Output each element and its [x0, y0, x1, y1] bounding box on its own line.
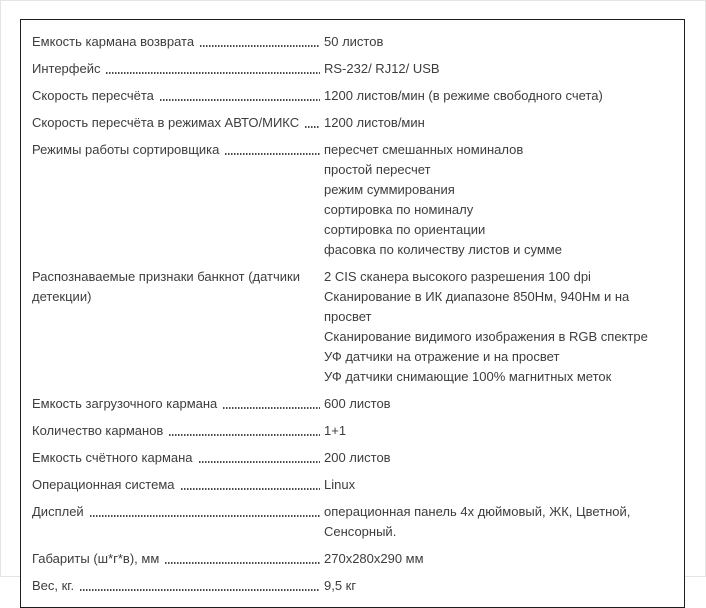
- spec-label-cell: [32, 59, 324, 79]
- spec-value: операционная панель 4х дюймовый, ЖК, Цветной, Сенсорный.: [324, 504, 631, 539]
- spec-label: Вес, кг.: [32, 578, 75, 593]
- spec-values: [324, 113, 673, 133]
- spec-label-cell: [32, 475, 324, 495]
- spec-row: [32, 140, 673, 260]
- spec-label: Скорость пересчёта в режимах АВТО/МИКС: [32, 115, 300, 130]
- spec-row: [32, 448, 673, 468]
- spec-value: 600 листов: [324, 396, 391, 411]
- spec-value: 50 листов: [324, 34, 384, 49]
- dotted-leader: [199, 461, 320, 463]
- spec-row: [32, 576, 673, 596]
- spec-label: Интерфейс: [32, 61, 101, 76]
- spec-row: [32, 32, 673, 52]
- dotted-leader: [165, 562, 320, 564]
- spec-label-cell: [32, 421, 324, 441]
- spec-value: 9,5 кг: [324, 578, 357, 593]
- spec-label-cell: [32, 86, 324, 106]
- spec-value: сортировка по номиналу: [324, 202, 474, 217]
- spec-label-cell: [32, 576, 324, 596]
- spec-label: Распознаваемые признаки банкнот (датчики детекции): [32, 269, 300, 304]
- spec-value: УФ датчики снимающие 100% магнитных меток: [324, 369, 612, 384]
- spec-label: Количество карманов: [32, 423, 164, 438]
- spec-row: [32, 59, 673, 79]
- spec-values: [324, 32, 673, 52]
- spec-value: фасовка по количеству листов и сумме: [324, 242, 562, 257]
- spec-value: Сканирование в ИК диапазоне 850Нм, 940Нм и на просвет: [324, 289, 630, 324]
- spec-value: 200 листов: [324, 450, 391, 465]
- spec-values: [324, 421, 673, 441]
- spec-row: [32, 421, 673, 441]
- spec-row: [32, 267, 673, 387]
- dotted-leader: [106, 72, 320, 74]
- spec-row: [32, 113, 673, 133]
- spec-values: [324, 86, 673, 106]
- spec-row: [32, 86, 673, 106]
- spec-label: Операционная система: [32, 477, 175, 492]
- spec-value: RS-232/ RJ12/ USB: [324, 61, 440, 76]
- spec-label-cell: [32, 394, 324, 414]
- dotted-leader: [160, 99, 320, 101]
- spec-label-cell: [32, 267, 324, 307]
- dotted-leader: [90, 515, 320, 517]
- spec-label-cell: [32, 113, 324, 133]
- dotted-leader: [169, 434, 320, 436]
- spec-values: [324, 475, 673, 495]
- spec-values: [324, 576, 673, 596]
- spec-label-cell: [32, 549, 324, 569]
- spec-label: Режимы работы сортировщика: [32, 142, 220, 157]
- spec-label: Емкость загрузочного кармана: [32, 396, 218, 411]
- spec-values: [324, 59, 673, 79]
- spec-value: 2 CIS сканера высокого разрешения 100 dpi: [324, 269, 591, 284]
- spec-values: [324, 549, 673, 569]
- spec-label-cell: [32, 502, 324, 522]
- dotted-leader: [305, 126, 320, 128]
- spec-label: Скорость пересчёта: [32, 88, 154, 103]
- spec-values: [324, 267, 673, 387]
- spec-values: [324, 140, 673, 260]
- spec-value: простой пересчет: [324, 162, 431, 177]
- dotted-leader: [80, 589, 320, 591]
- spec-values: [324, 394, 673, 414]
- spec-row: [32, 394, 673, 414]
- spec-value: УФ датчики на отражение и на просвет: [324, 349, 560, 364]
- spec-value: Сканирование видимого изображения в RGB спектре: [324, 329, 648, 344]
- dotted-leader: [200, 45, 320, 47]
- spec-value: 270x280x290 мм: [324, 551, 424, 566]
- dotted-leader: [181, 488, 321, 490]
- spec-table: [20, 19, 685, 608]
- spec-label-cell: [32, 448, 324, 468]
- spec-value: пересчет смешанных номиналов: [324, 142, 524, 157]
- spec-row: [32, 549, 673, 569]
- spec-values: [324, 448, 673, 468]
- spec-value: 1200 листов/мин: [324, 115, 425, 130]
- spec-value: Linux: [324, 477, 356, 492]
- spec-value: 1200 листов/мин (в режиме свободного счета): [324, 88, 603, 103]
- spec-value: сортировка по ориентации: [324, 222, 486, 237]
- spec-label-cell: [32, 32, 324, 52]
- spec-row: [32, 502, 673, 542]
- spec-row: [32, 475, 673, 495]
- spec-label: Емкость счётного кармана: [32, 450, 193, 465]
- spec-value: 1+1: [324, 423, 347, 438]
- spec-value: режим суммирования: [324, 182, 455, 197]
- spec-values: [324, 502, 673, 542]
- dotted-leader: [225, 153, 320, 155]
- spec-label: Емкость кармана возврата: [32, 34, 195, 49]
- dotted-leader: [223, 407, 320, 409]
- spec-label: Дисплей: [32, 504, 84, 519]
- spec-label-cell: [32, 140, 324, 160]
- spec-label: Габариты (ш*г*в), мм: [32, 551, 160, 566]
